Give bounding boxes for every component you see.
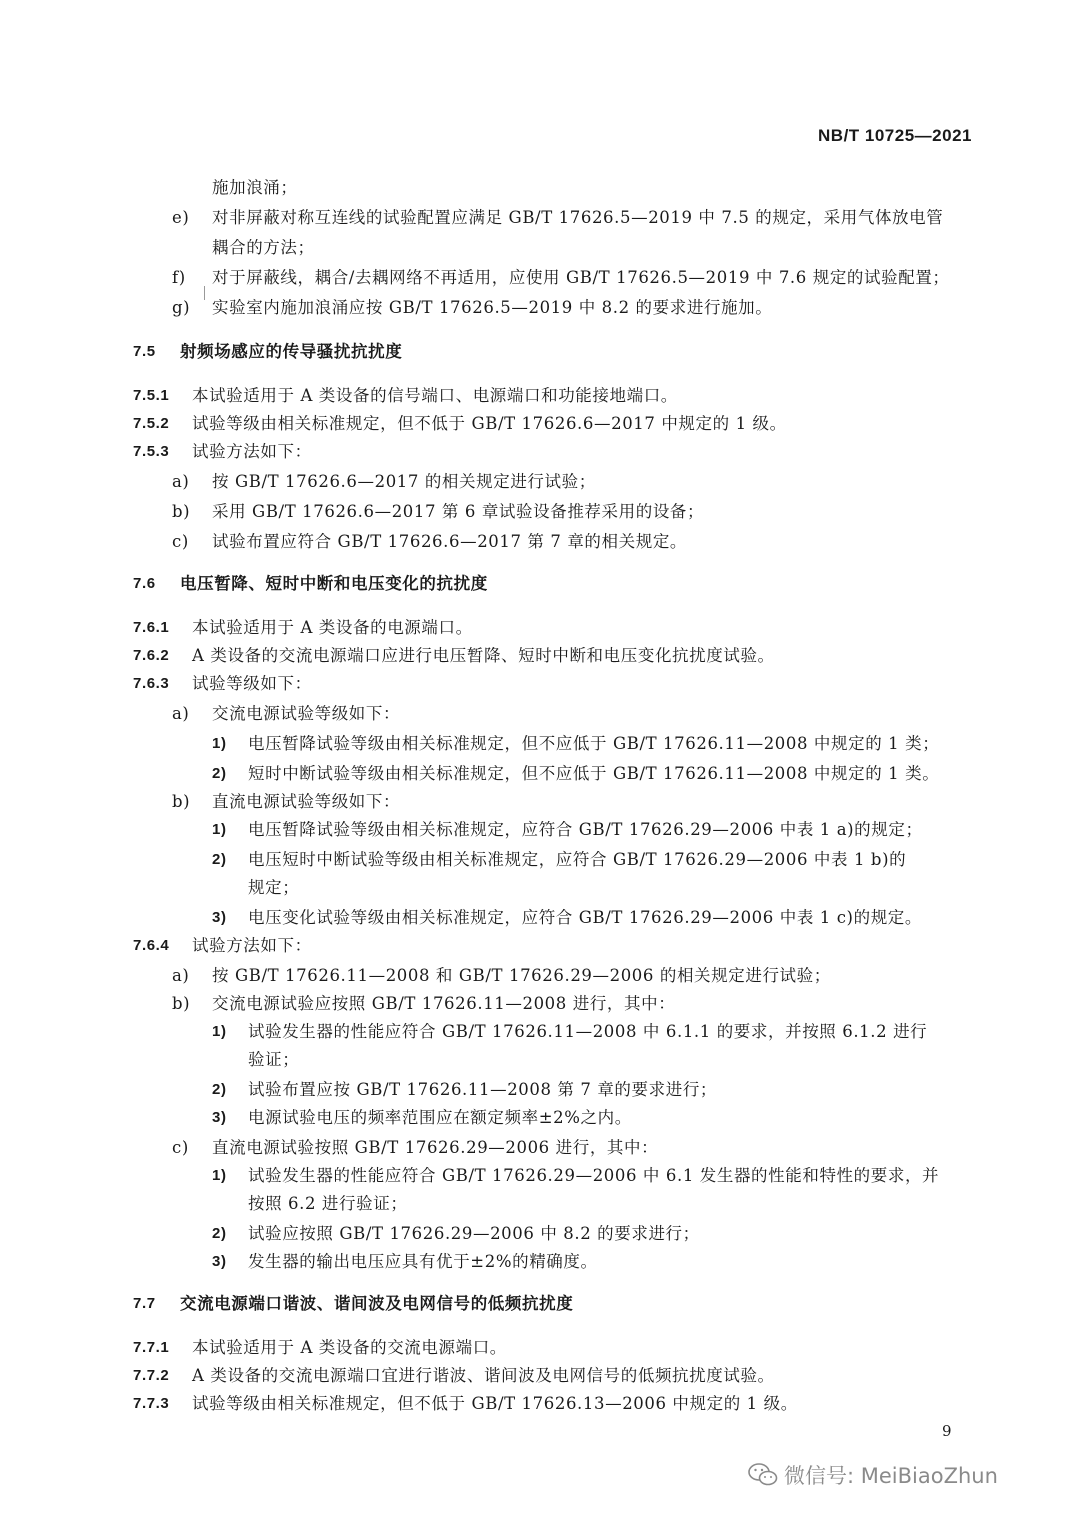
item-label: 7.5 [133,343,156,360]
item-label: 7.6.3 [133,675,170,692]
wechat-icon [748,1462,778,1488]
item-label: 7.5.2 [133,415,170,432]
body-text-line: 耦合的方法； [212,238,315,257]
item-label: 2) [212,1081,227,1098]
item-label: a) [172,704,190,723]
item-label: 1) [212,1167,227,1184]
body-text-line: 短时中断试验等级由相关标准规定，但不应低于 GB/T 17626.11—2008 中规定的 1 类。 [248,764,940,783]
body-text-line: 规定； [248,878,300,897]
scan-mark [204,286,205,300]
body-text-line: 实验室内施加浪涌应按 GB/T 17626.5—2019 中 8.2 的要求进行施加。 [212,298,773,317]
body-text-line: 直流电源试验按照 GB/T 17626.29—2006 进行，其中： [212,1138,659,1157]
item-label: 7.7.1 [133,1339,170,1356]
item-label: 7.7.3 [133,1395,170,1412]
item-label: 7.7 [133,1295,156,1312]
body-text-line: 交流电源试验等级如下： [212,704,401,723]
body-text-line: 电压暂降试验等级由相关标准规定，但不应低于 GB/T 17626.11—2008 中规定的 1 类； [248,734,940,753]
body-text-line: 验证； [248,1050,300,1069]
body-text-line: 试验方法如下： [192,442,312,461]
item-label: 1) [212,821,227,838]
body-text-line: 施加浪涌； [212,178,298,197]
body-text-line: 试验应按照 GB/T 17626.29—2006 中 8.2 的要求进行； [248,1224,700,1243]
body-text-line: 电压变化试验等级由相关标准规定，应符合 GB/T 17626.29—2006 中表 1 c)的规定。 [248,908,922,927]
section-heading: 射频场感应的传导骚扰抗扰度 [180,342,403,361]
watermark-text: 微信号: MeiBiaoZhun [784,1464,998,1488]
body-text-line: 试验布置应符合 GB/T 17626.6—2017 第 7 章的相关规定。 [212,532,688,551]
body-text-line: 发生器的输出电压应具有优于±2%的精确度。 [248,1252,598,1271]
item-label: 2) [212,851,227,868]
body-text-line: 按 GB/T 17626.6—2017 的相关规定进行试验； [212,472,596,491]
item-label: b) [172,792,191,811]
body-text-line: A 类设备的交流电源端口应进行电压暂降、短时中断和电压变化抗扰度试验。 [192,646,775,665]
item-label: 7.7.2 [133,1367,170,1384]
body-text-line: 直流电源试验等级如下： [212,792,401,811]
body-text-line: 按 GB/T 17626.11—2008 和 GB/T 17626.29—2006 的相关规定进行试验； [212,966,831,985]
body-text-line: 电压短时中断试验等级由相关标准规定，应符合 GB/T 17626.29—2006 中表 1 b)的 [248,850,907,869]
body-text-line: 本试验适用于 A 类设备的电源端口。 [192,618,473,637]
body-text-line: 本试验适用于 A 类设备的交流电源端口。 [192,1338,507,1357]
body-text-line: 试验发生器的性能应符合 GB/T 17626.11—2008 中 6.1.1 的要求，并按照 6.1.2 进行 [248,1022,928,1041]
body-text-line: 按照 6.2 进行验证； [248,1194,408,1213]
watermark [748,1460,998,1490]
item-label: a) [172,966,190,985]
item-label: 3) [212,1109,227,1126]
document-code: NB/T 10725—2021 [818,126,972,145]
body-text-line: 试验等级如下： [192,674,312,693]
item-label: 1) [212,1023,227,1040]
item-label: 2) [212,1225,227,1242]
item-label: 7.6 [133,575,156,592]
item-label: 7.6.2 [133,647,170,664]
item-label: 7.6.1 [133,619,170,636]
item-label: 3) [212,1253,227,1270]
item-label: c) [172,532,189,551]
item-label: e) [172,208,190,227]
body-text-line: 电压暂降试验等级由相关标准规定，应符合 GB/T 17626.29—2006 中表 1 a)的规定； [248,820,923,839]
body-text-line: 采用 GB/T 17626.6—2017 第 6 章试验设备推荐采用的设备； [212,502,705,521]
item-label: c) [172,1138,189,1157]
body-text-line: 对非屏蔽对称互连线的试验配置应满足 GB/T 17626.5—2019 中 7.5 的规定，采用气体放电管 [212,208,944,227]
item-label: b) [172,994,191,1013]
body-text-line: 电源试验电压的频率范围应在额定频率±2%之内。 [248,1108,632,1127]
item-label: 7.5.1 [133,387,170,404]
item-label: 3) [212,909,227,926]
body-text-line: 试验发生器的性能应符合 GB/T 17626.29—2006 中 6.1 发生器的性能和特性的要求，并 [248,1166,940,1185]
item-label: 7.6.4 [133,937,170,954]
body-text-line: 本试验适用于 A 类设备的信号端口、电源端口和功能接地端口。 [192,386,678,405]
body-text-line: 试验等级由相关标准规定，但不低于 GB/T 17626.6—2017 中规定的 1 级。 [192,414,787,433]
body-text-line: 对于屏蔽线，耦合/去耦网络不再适用，应使用 GB/T 17626.5—2019 中 7.6 规定的试验配置； [212,268,950,287]
body-text-line: A 类设备的交流电源端口宜进行谐波、谐间波及电网信号的低频抗扰度试验。 [192,1366,775,1385]
item-label: b) [172,502,191,521]
section-heading: 电压暂降、短时中断和电压变化的抗扰度 [180,574,488,593]
body-text-line: 试验布置应按 GB/T 17626.11—2008 第 7 章的要求进行； [248,1080,718,1099]
section-heading: 交流电源端口谐波、谐间波及电网信号的低频抗扰度 [180,1294,574,1313]
body-text-line: 试验等级由相关标准规定，但不低于 GB/T 17626.13—2006 中规定的 1 级。 [192,1394,798,1413]
body-text-line: 试验方法如下： [192,936,312,955]
item-label: 2) [212,765,227,782]
body-text-line: 交流电源试验应按照 GB/T 17626.11—2008 进行，其中： [212,994,676,1013]
item-label: g) [172,298,191,317]
item-label: a) [172,472,190,491]
item-label: 7.5.3 [133,443,170,460]
item-label: 1) [212,735,227,752]
item-label: f) [172,268,186,287]
page-number: 9 [942,1422,952,1440]
